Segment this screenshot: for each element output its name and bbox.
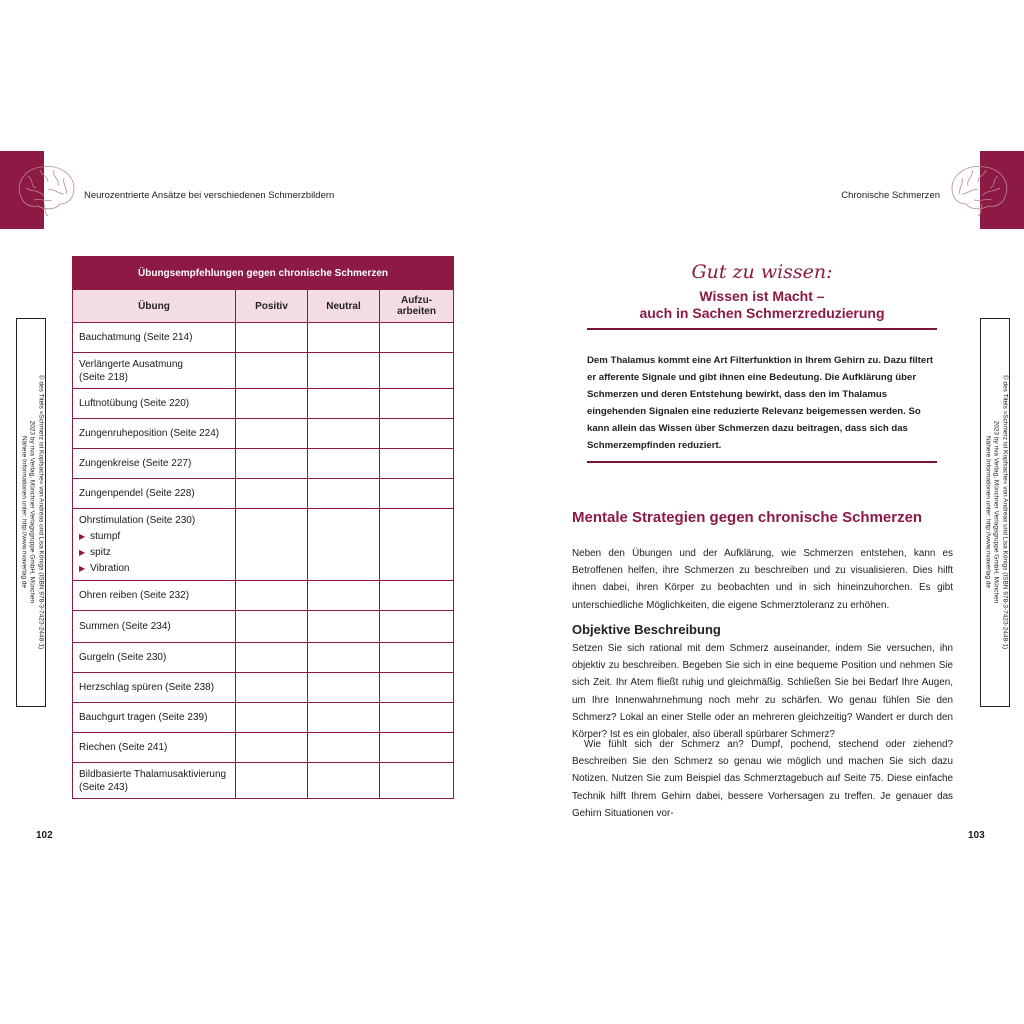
copyright-sidebar-left — [16, 318, 46, 707]
neutral-cell[interactable] — [308, 673, 380, 703]
table-row — [73, 509, 454, 581]
neutral-cell[interactable] — [308, 643, 380, 673]
table-row — [73, 643, 454, 673]
info-box-bottom-rule — [587, 461, 937, 463]
copyright-sidebar-right — [980, 318, 1010, 707]
table-row — [73, 703, 454, 733]
rework-cell[interactable] — [380, 703, 454, 733]
exercise-name — [73, 509, 236, 581]
exercise-label: Herzschlag spüren (Seite 238) — [79, 682, 215, 693]
running-head-left: Neurozentrierte Ansätze bei verschiedenen Schmerzbildern — [84, 190, 335, 201]
triangle-bullet-icon: ▶ — [79, 548, 86, 557]
table-body — [73, 323, 454, 799]
running-head-right: Chronische Schmerzen — [841, 190, 940, 201]
positive-cell[interactable] — [236, 419, 308, 449]
exercise-label: Summen (Seite 234) — [79, 621, 171, 632]
rework-cell[interactable] — [380, 611, 454, 643]
column-header: Positiv — [236, 290, 308, 323]
neutral-cell[interactable] — [308, 733, 380, 763]
info-box-text: Dem Thalamus kommt eine Art Filterfunktion in Ihrem Gehirn zu. Dazu filtert er afferente Signale und gibt ihnen eine Bedeutung. Die Aufklärung über Schmerzen und deren Entstehung bewirkt, dass den im Thalamus eingehenden Signalen eine reduzierte Relevanz beigemessen werden. So kann allein das Wissen über Schmerzen dazu beitragen, dass sich das Schmerzempfinden reduziert. — [587, 355, 934, 451]
positive-cell[interactable] — [236, 733, 308, 763]
section-heading: Mentale Strategien gegen chronische Schmerzen — [572, 509, 923, 526]
exercise-name — [73, 611, 236, 643]
table-header-row — [73, 290, 454, 323]
positive-cell[interactable] — [236, 389, 308, 419]
rework-cell[interactable] — [380, 509, 454, 581]
table-title: Übungsempfehlungen gegen chronische Schmerzen — [73, 257, 454, 290]
positive-cell[interactable] — [236, 449, 308, 479]
exercise-label: Bildbasierte Thalamusaktivierung (Seite 243) — [79, 768, 227, 793]
exercise-name — [73, 419, 236, 449]
positive-cell[interactable] — [236, 673, 308, 703]
column-header: Neutral — [308, 290, 380, 323]
brain-illustration-icon — [948, 160, 1012, 216]
sub-item-label: stumpf — [90, 531, 121, 542]
rework-cell[interactable] — [380, 449, 454, 479]
positive-cell[interactable] — [236, 643, 308, 673]
exercise-label: Zungenkreise (Seite 227) — [79, 458, 192, 469]
copyright-text: © des Titels »Schmerz ist Kopfsache« von Andreas und Lisa Königs (ISBN 978-3-7423-2448-1) 2023 by riva Verlag, Münchner Verlagsgruppe GmbH, München Nähere Informationen unter: http://www.rivaverlag.de — [984, 374, 1009, 650]
exercise-sub-item — [79, 546, 229, 559]
table-row — [73, 353, 454, 389]
neutral-cell[interactable] — [308, 479, 380, 509]
exercise-label: Ohren reiben (Seite 232) — [79, 590, 190, 601]
sub-item-label: Vibration — [90, 563, 130, 574]
triangle-bullet-icon: ▶ — [79, 564, 86, 573]
neutral-cell[interactable] — [308, 703, 380, 733]
exercise-name — [73, 703, 236, 733]
rework-cell[interactable] — [380, 763, 454, 799]
info-box-title-line2: auch in Sachen Schmerzreduzierung — [639, 305, 885, 321]
page-number-left: 102 — [36, 830, 53, 841]
neutral-cell[interactable] — [308, 389, 380, 419]
info-box-kicker: Gut zu wissen: — [691, 261, 833, 283]
exercise-name — [73, 673, 236, 703]
positive-cell[interactable] — [236, 479, 308, 509]
rework-cell[interactable] — [380, 389, 454, 419]
exercise-name — [73, 643, 236, 673]
sub-item-label: spitz — [90, 547, 111, 558]
triangle-bullet-icon: ▶ — [79, 532, 86, 541]
positive-cell[interactable] — [236, 703, 308, 733]
intro-paragraph: Neben den Übungen und der Aufklärung, wie Schmerzen entstehen, kann es Betroffenen helfen, ihre Schmerzen zu beschreiben und zu visualisieren. Dies hilft ihnen dabei, ihren Körper zu beobachten und in sich hineinzuhorchen. Es gibt unterschiedliche Möglichkeiten, die eigene Schmerztoleranz zu erhöhen. — [572, 548, 953, 611]
exercise-label: Zungenruheposition (Seite 224) — [79, 428, 220, 439]
rework-cell[interactable] — [380, 581, 454, 611]
exercise-label: Zungenpendel (Seite 228) — [79, 488, 195, 499]
table-row — [73, 389, 454, 419]
page-number-right: 103 — [968, 830, 985, 841]
body-paragraph-1: Setzen Sie sich rational mit dem Schmerz auseinander, indem Sie versuchen, ihn objektiv zu beschreiben. Begeben Sie sich in eine bequeme Position und nehmen Sie sich Zeit. Ihr Atem fließt ruhig und gleichmäßig. Schließen Sie bei Bedarf Ihre Augen, um Ihre Innenwahrnehmung noch mehr zu schärfen. Wo genau fühlen Sie den Schmerz? Lokal an einer Stelle oder an mehreren gleichzeitig? Wandert er durch den Körper? Ist es ein globaler, also überall spürbarer Schmerz? — [572, 643, 953, 741]
table-row — [73, 419, 454, 449]
positive-cell[interactable] — [236, 611, 308, 643]
table-row — [73, 449, 454, 479]
neutral-cell[interactable] — [308, 509, 380, 581]
info-box-top-rule — [587, 328, 937, 330]
rework-cell[interactable] — [380, 479, 454, 509]
table-row — [73, 479, 454, 509]
column-header: Übung — [73, 290, 236, 323]
exercise-name — [73, 449, 236, 479]
table-row — [73, 673, 454, 703]
column-header: Aufzu- arbeiten — [380, 290, 454, 323]
rework-cell[interactable] — [380, 353, 454, 389]
neutral-cell[interactable] — [308, 323, 380, 353]
positive-cell[interactable] — [236, 323, 308, 353]
table-row — [73, 763, 454, 799]
subheading: Objektive Beschreibung — [572, 622, 721, 637]
info-box-title-line1: Wissen ist Macht – — [699, 288, 825, 304]
neutral-cell[interactable] — [308, 449, 380, 479]
table-row — [73, 581, 454, 611]
neutral-cell[interactable] — [308, 353, 380, 389]
exercise-label: Bauchatmung (Seite 214) — [79, 332, 193, 343]
neutral-cell[interactable] — [308, 763, 380, 799]
exercise-name — [73, 733, 236, 763]
neutral-cell[interactable] — [308, 611, 380, 643]
exercise-name — [73, 353, 236, 389]
rework-cell[interactable] — [380, 643, 454, 673]
neutral-cell[interactable] — [308, 419, 380, 449]
rework-cell[interactable] — [380, 419, 454, 449]
exercise-name — [73, 479, 236, 509]
body-paragraph-2: Wie fühlt sich der Schmerz an? Dumpf, pochend, stechend oder ziehend? Beschreiben Sie den Schmerz so genau wie möglich und machen Sie sich dazu Notizen. Nutzen Sie zum Beispiel das Schmerztagebuch auf Seite 75. Diese einfache Technik hilft Ihrem Gehirn dabei, bessere Vorhersagen zu treffen. Je genauer das Gehirn Situationen vor- — [572, 739, 953, 819]
exercise-sub-item — [79, 562, 229, 575]
table-row — [73, 733, 454, 763]
exercise-name — [73, 763, 236, 799]
positive-cell[interactable] — [236, 353, 308, 389]
exercise-label: Luftnotübung (Seite 220) — [79, 398, 190, 409]
neutral-cell[interactable] — [308, 581, 380, 611]
exercise-label: Riechen (Seite 241) — [79, 742, 168, 753]
exercise-sub-item — [79, 530, 229, 543]
exercise-label: Bauchgurt tragen (Seite 239) — [79, 712, 208, 723]
positive-cell[interactable] — [236, 509, 308, 581]
exercise-name — [73, 323, 236, 353]
exercise-label: Verlängerte Ausatmung (Seite 218) — [79, 358, 183, 383]
info-box-title — [587, 288, 937, 322]
exercise-table — [72, 256, 454, 799]
exercise-table-container — [72, 256, 453, 799]
rework-cell[interactable] — [380, 733, 454, 763]
brain-illustration-icon — [14, 160, 78, 216]
positive-cell[interactable] — [236, 581, 308, 611]
exercise-name — [73, 389, 236, 419]
copyright-text: © des Titels »Schmerz ist Kopfsache« von Andreas und Lisa Königs (ISBN 978-3-7423-2448-1) 2023 by riva Verlag, Münchner Verlagsgruppe GmbH, München Nähere Informationen unter: http://www.rivaverlag.de — [20, 374, 45, 650]
rework-cell[interactable] — [380, 673, 454, 703]
rework-cell[interactable] — [380, 323, 454, 353]
table-row — [73, 323, 454, 353]
table-row — [73, 611, 454, 643]
exercise-name — [73, 581, 236, 611]
exercise-label: Ohrstimulation (Seite 230) — [79, 515, 196, 526]
exercise-label: Gurgeln (Seite 230) — [79, 652, 167, 663]
positive-cell[interactable] — [236, 763, 308, 799]
